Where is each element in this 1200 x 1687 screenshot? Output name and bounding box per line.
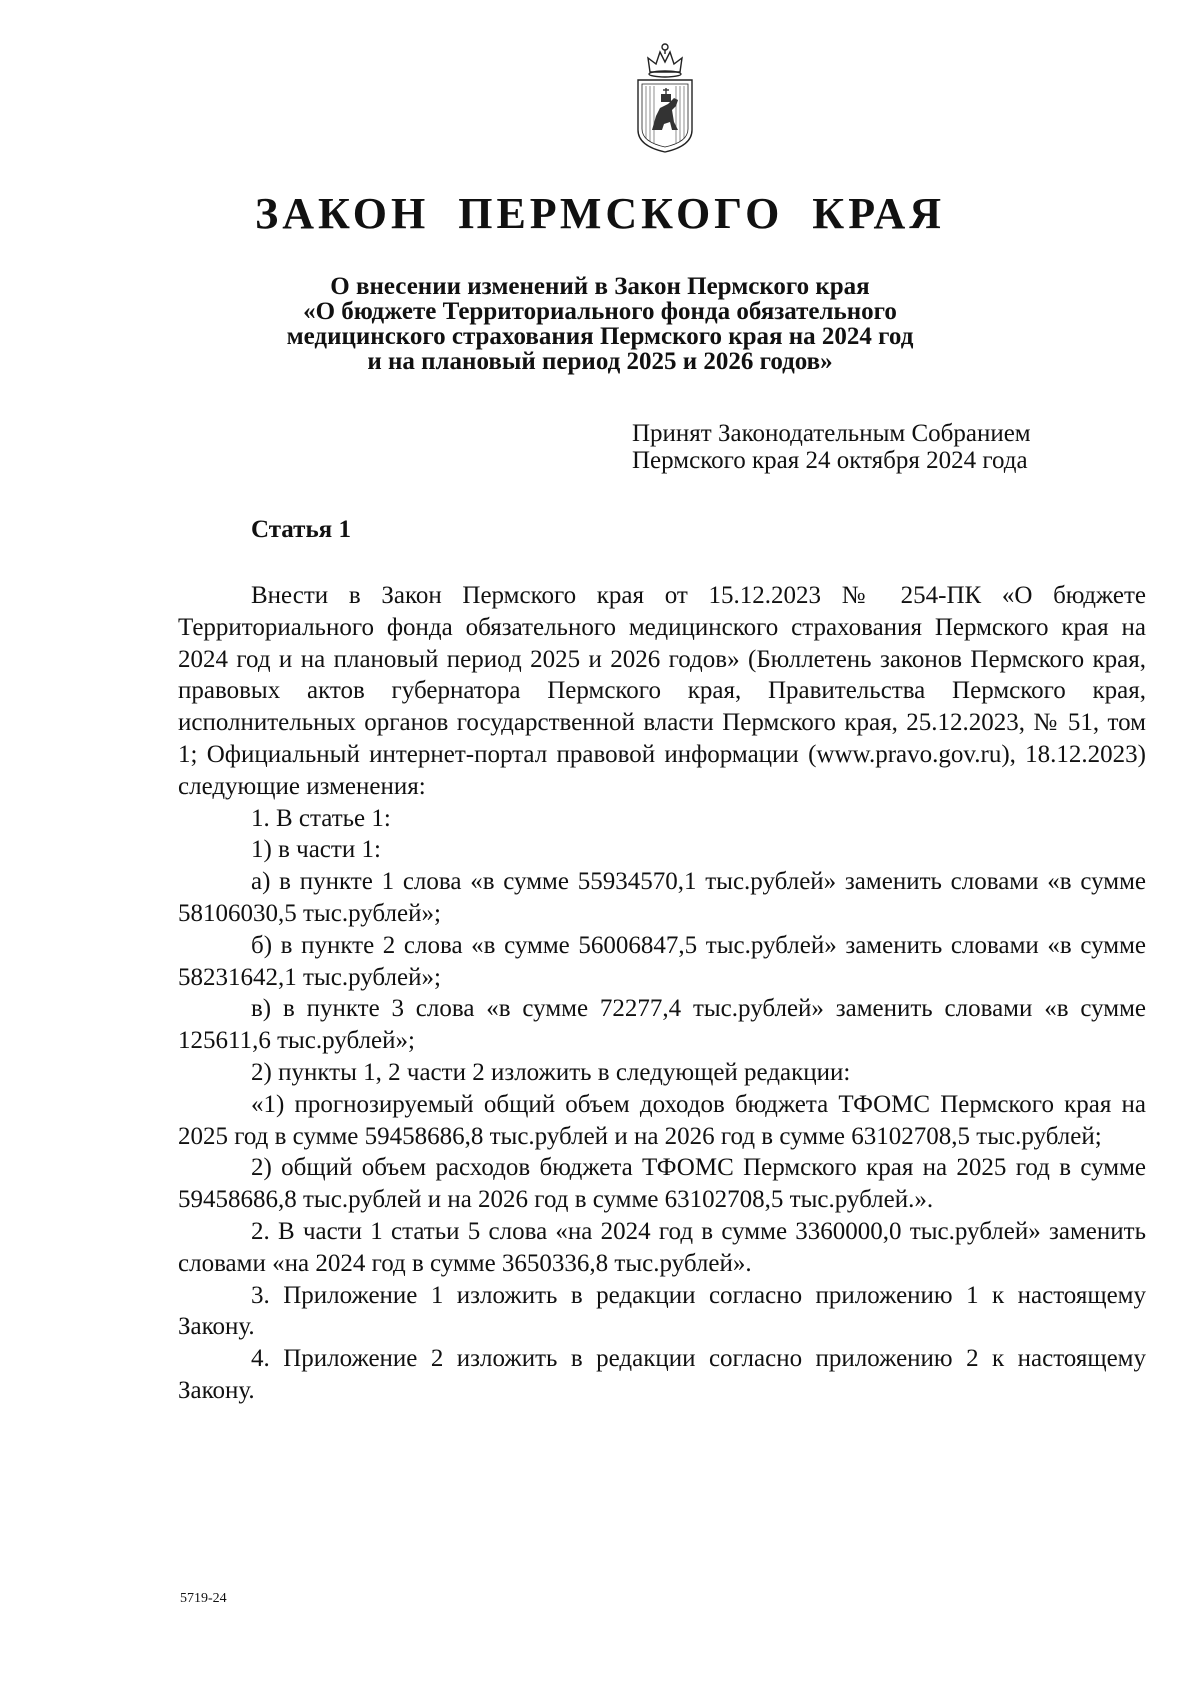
article-paragraph: 3. Приложение 1 изложить в редакции согласно приложению 1 к настоящему Закону. (178, 1281, 1146, 1341)
article-body (178, 580, 1146, 1407)
article-paragraph: б) в пункте 2 слова «в сумме 56006847,5 тыс.рублей» заменить словами «в сумме 58231642,1 тыс.рублей»; (178, 931, 1146, 991)
coat-of-arms-icon (630, 38, 700, 154)
subject-line: медицинского страхования Пермского края на 2024 год (286, 323, 914, 350)
subject-line: О внесении изменений в Закон Пермского края (330, 273, 870, 300)
law-subject (250, 274, 950, 374)
adoption-line: Принят Законодательным Собранием (632, 420, 1031, 447)
article-paragraph: 1. В статье 1: (251, 804, 391, 832)
subject-line: «О бюджете Территориального фонда обязательного (303, 298, 897, 325)
article-paragraph: в) в пункте 3 слова «в сумме 72277,4 тыс.рублей» заменить словами «в сумме 125611,6 тыс.рублей»; (178, 995, 1146, 1055)
adoption-note (632, 420, 1031, 474)
article-paragraph: 4. Приложение 2 изложить в редакции согласно приложению 2 к настоящему Закону. (178, 1345, 1146, 1404)
article-paragraph: 2) общий объем расходов бюджета ТФОМС Пермского края на 2025 год в сумме 59458686,8 тыс.рублей и на 2026 год в сумме 63102708,5 тыс.рублей.». (178, 1154, 1146, 1214)
subject-line: и на плановый период 2025 и 2026 годов» (367, 348, 833, 375)
adoption-line: Пермского края 24 октября 2024 года (632, 447, 1028, 474)
document-number: 5719-24 (180, 1591, 227, 1606)
article-paragraph: «1) прогнозируемый общий объем доходов бюджета ТФОМС Пермского края на 2025 год в сумме 59458686,8 тыс.рублей и на 2026 год в сумме 63102708,5 тыс.рублей; (178, 1090, 1146, 1150)
article-title: Статья 1 (251, 516, 351, 543)
article-paragraph: а) в пункте 1 слова «в сумме 55934570,1 тыс.рублей» заменить словами «в сумме 58106030,5 тыс.рублей»; (178, 868, 1146, 927)
article-paragraph: Внести в Закон Пермского края от 15.12.2023 № 254-ПК «О бюджете Территориального фонда обязательного медицинского страхования Пермского края на 2024 год и на плановый период 2025 и 2026 годов» (Бюллетень законов Пермского края, правовых актов губернатора Пермского края, Правительства Пермского края, исполнительных органов государственной власти Пермского края, 25.12.2023, № 51, том 1; Официальный интернет-портал правовой информации (www.pravo.gov.ru), 18.12.2023) следующие изменения: (178, 582, 1146, 800)
article-paragraph: 2) пункты 1, 2 части 2 изложить в следующей редакции: (251, 1058, 851, 1086)
article-paragraph: 2. В части 1 статьи 5 слова «на 2024 год в сумме 3360000,0 тыс.рублей» заменить словами «на 2024 год в сумме 3650336,8 тыс.рублей». (178, 1217, 1146, 1277)
law-title: ЗАКОН ПЕРМСКОГО КРАЯ (254, 189, 946, 238)
article-paragraph: 1) в части 1: (251, 836, 381, 864)
